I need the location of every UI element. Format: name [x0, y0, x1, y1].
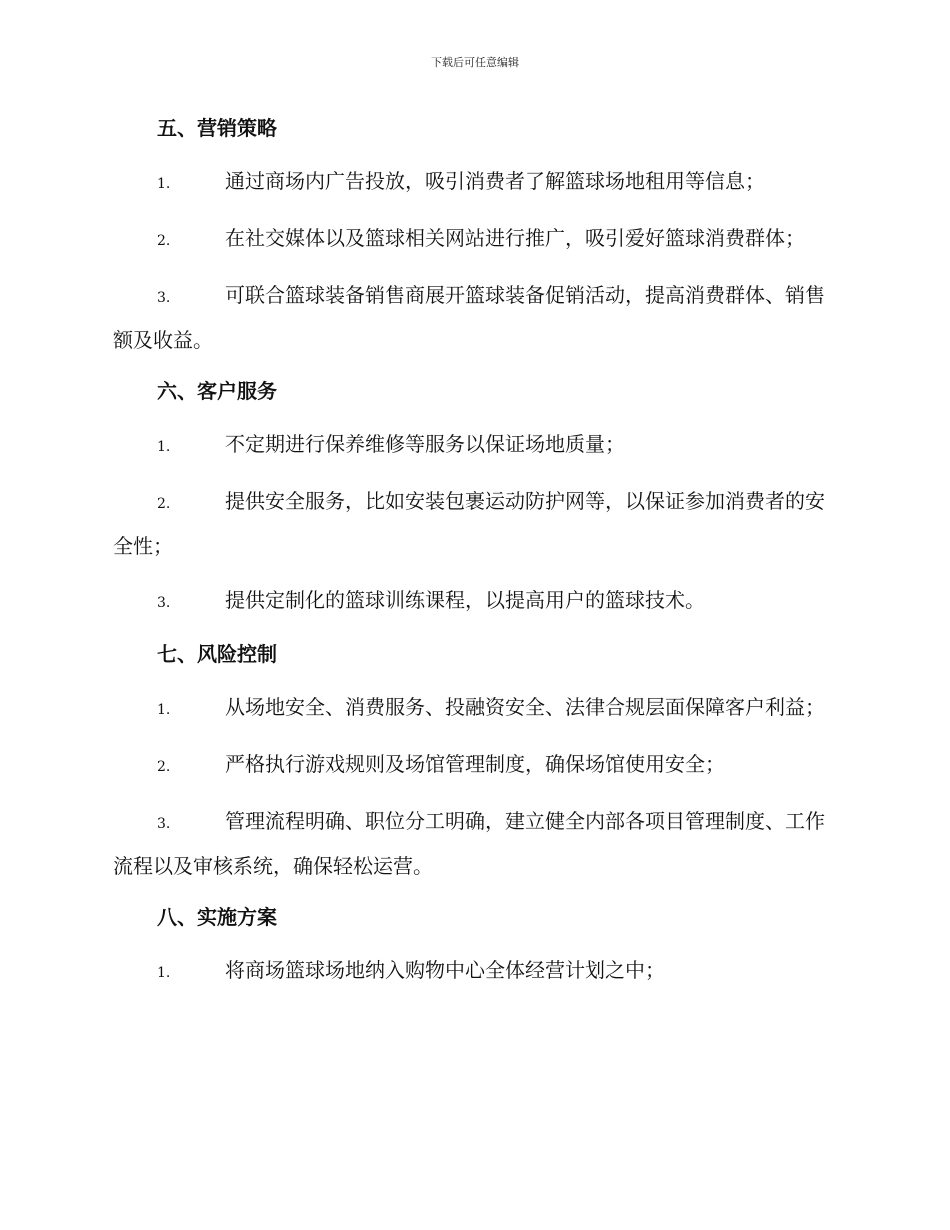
list-item [113, 686, 838, 731]
list-item [113, 800, 838, 887]
item-text: 可联合篮球装备销售商展开篮球装备促销活动，提高消费群体、销售额及收益。 [113, 283, 825, 352]
section-title: 五、营销策略 [157, 116, 277, 140]
section-marketing-strategy [113, 108, 838, 361]
document-content [113, 108, 838, 994]
item-text: 提供定制化的篮球训练课程，以提高用户的篮球技术。 [225, 588, 705, 612]
item-number: 1. [157, 176, 171, 192]
list-item [113, 217, 838, 262]
section-title: 七、风险控制 [157, 642, 277, 666]
list-item [113, 949, 838, 994]
page-header-note: 下载后可任意编辑 [431, 56, 519, 69]
item-text: 不定期进行保养维修等服务以保证场地质量； [225, 432, 625, 456]
list-item [113, 579, 838, 624]
item-text: 通过商场内广告投放，吸引消费者了解篮球场地租用等信息； [225, 169, 765, 193]
list-item [113, 743, 838, 788]
item-text: 将商场篮球场地纳入购物中心全体经营计划之中； [225, 958, 665, 982]
list-item [113, 274, 838, 361]
item-number: 1. [157, 965, 171, 981]
item-number: 2. [157, 496, 171, 512]
item-number: 2. [157, 759, 171, 775]
list-item [113, 423, 838, 468]
item-text: 严格执行游戏规则及场馆管理制度，确保场馆使用安全； [225, 752, 725, 776]
item-text: 管理流程明确、职位分工明确，建立健全内部各项目管理制度、工作流程以及审核系统，确保轻松运营。 [113, 809, 825, 878]
item-number: 3. [157, 290, 171, 306]
item-number: 1. [157, 439, 171, 455]
section-customer-service [113, 371, 838, 624]
list-item [113, 160, 838, 205]
item-text: 从场地安全、消费服务、投融资安全、法律合规层面保障客户利益； [225, 695, 825, 719]
item-number: 3. [157, 595, 171, 611]
section-title: 八、实施方案 [157, 905, 277, 929]
item-number: 1. [157, 702, 171, 718]
section-title: 六、客户服务 [157, 379, 277, 403]
item-text: 提供安全服务，比如安装包裹运动防护网等，以保证参加消费者的安全性； [113, 489, 825, 558]
list-item [113, 480, 838, 567]
item-text: 在社交媒体以及篮球相关网站进行推广，吸引爱好篮球消费群体； [225, 226, 805, 250]
section-risk-control [113, 634, 838, 887]
section-implementation-plan [113, 897, 838, 994]
item-number: 2. [157, 233, 171, 249]
item-number: 3. [157, 816, 171, 832]
